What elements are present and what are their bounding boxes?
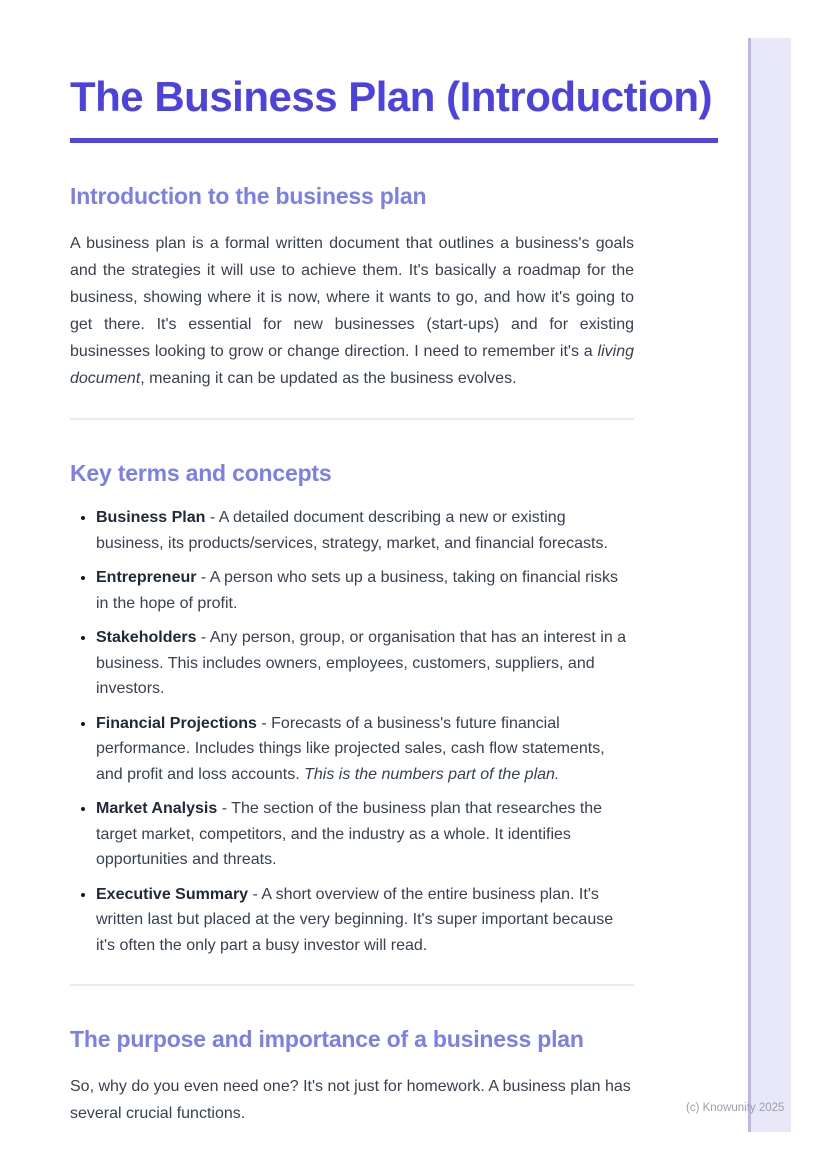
list-item-business-plan — [96, 505, 634, 556]
watermark: (c) Knowunity 2025 — [686, 1102, 785, 1114]
page-edge-strip — [748, 38, 791, 1132]
term-description: - Forecasts of a business's future financial performance. Includes things like projected sales, cash flow statements, and profit and loss accounts. — [96, 714, 605, 783]
term-description: - A person who sets up a business, taking on financial risks in the hope of profit. — [96, 569, 619, 612]
intro-paragraph-text-1: A business plan is a formal written document that outlines a business's goals and the strategies it will use to achieve them. It's basically a roadmap for the business, showing where it is now, where it wants to go, and how it's going to get there. It's essential for new businesses (start-ups) and for existing businesses looking to grow or change direction. I need to remember it's a — [70, 235, 634, 360]
list-item-entrepreneur — [96, 565, 634, 616]
term-description: - A short overview of the entire business plan. It's written last but placed at the very beginning. It's super important because it's often the only part a busy investor will read. — [96, 885, 614, 954]
term-label: Entrepreneur — [96, 569, 197, 586]
section-divider-1 — [70, 418, 634, 420]
term-label: Business Plan — [96, 509, 206, 526]
list-item-market-analysis — [96, 796, 634, 873]
term-description: - The section of the business plan that researches the target market, competitors, and the industry as a whole. It identifies opportunities and threats. — [96, 800, 603, 868]
term-italic-note: This is the numbers part of the plan. — [304, 765, 560, 783]
intro-paragraph-italic: living document — [70, 343, 634, 387]
intro-paragraph-text-2: , meaning it can be updated as the business evolves. — [140, 370, 517, 387]
list-item-financial-projections — [96, 711, 634, 788]
section-divider-2 — [70, 984, 634, 986]
term-description: - A detailed document describing a new or existing business, its products/services, strategy, market, and financial forecasts. — [96, 509, 608, 552]
key-terms-list — [70, 505, 634, 958]
term-description: - Any person, group, or organisation that has an interest in a business. This includes owners, employees, customers, suppliers, and investors. — [96, 629, 627, 697]
page-title: The Business Plan (Introduction) — [70, 73, 713, 120]
section-heading-key-terms: Key terms and concepts — [70, 460, 332, 486]
intro-paragraph — [70, 230, 634, 392]
section-heading-introduction: Introduction to the business plan — [70, 183, 427, 209]
list-item-stakeholders — [96, 625, 634, 702]
term-label: Stakeholders — [96, 629, 197, 646]
term-label: Market Analysis — [96, 800, 218, 817]
term-label: Financial Projections — [96, 714, 257, 732]
purpose-paragraph: So, why do you even need one? It's not just for homework. A business plan has several crucial functions. — [70, 1078, 631, 1122]
list-item-executive-summary — [96, 882, 634, 959]
title-rule — [70, 138, 718, 143]
term-label: Executive Summary — [96, 885, 249, 903]
document-content — [70, 0, 718, 1127]
section-heading-purpose: The purpose and importance of a business plan — [70, 1026, 584, 1052]
